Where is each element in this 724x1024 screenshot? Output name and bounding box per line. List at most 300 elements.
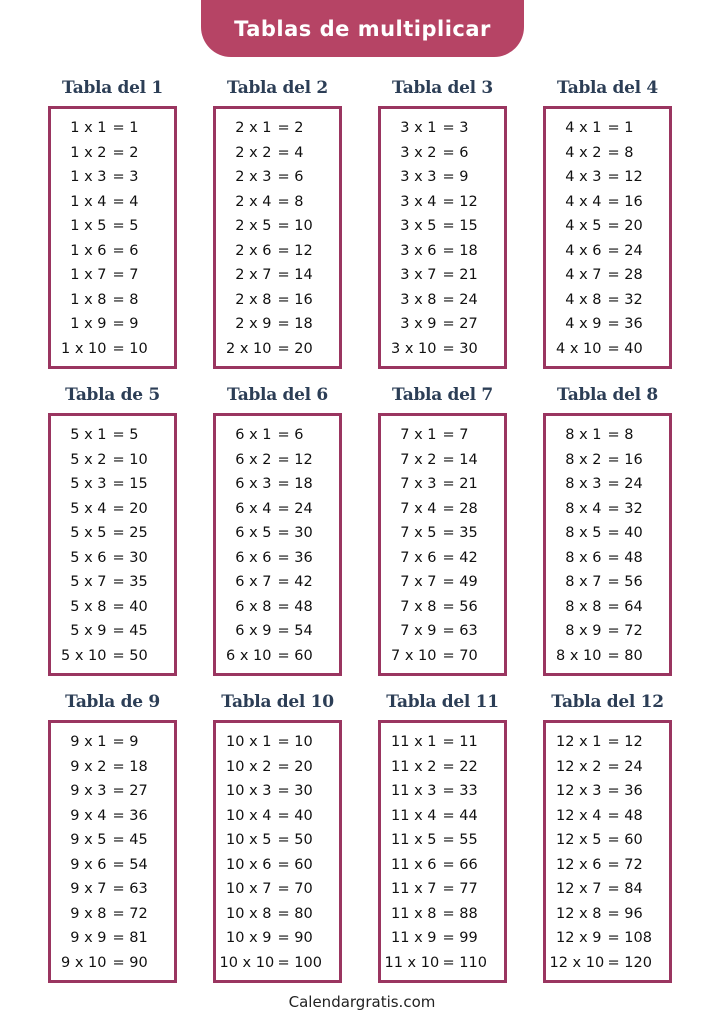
row-expression: 5 x 2 xyxy=(70,451,107,468)
row-expression: 8 x 8 xyxy=(565,598,602,615)
row-result: = 80 xyxy=(277,905,313,922)
table-row xyxy=(546,142,669,164)
table-row xyxy=(381,780,504,802)
table-row xyxy=(381,424,504,446)
row-expression: 4 x 8 xyxy=(565,291,602,308)
row-result: = 28 xyxy=(607,267,643,284)
row-expression: 5 x 8 xyxy=(70,598,107,615)
row-expression: 8 x 7 xyxy=(565,574,602,591)
row-expression: 1 x 6 xyxy=(70,242,107,259)
row-expression: 8 x 10 xyxy=(556,647,602,664)
row-result: = 81 xyxy=(112,930,148,947)
multiplication-table xyxy=(543,688,672,995)
table-row xyxy=(216,142,339,164)
row-expression: 5 x 7 xyxy=(70,574,107,591)
row-expression: 5 x 1 xyxy=(70,427,107,443)
table-row xyxy=(546,571,669,593)
row-result: = 72 xyxy=(112,905,148,922)
row-result: = 66 xyxy=(442,856,478,873)
row-result: = 96 xyxy=(607,905,643,922)
row-result: = 6 xyxy=(442,144,469,161)
row-expression: 7 x 4 xyxy=(400,500,437,517)
row-expression: 4 x 3 xyxy=(565,169,602,186)
table-row xyxy=(51,117,174,139)
table-row xyxy=(546,645,669,667)
row-result: = 1 xyxy=(607,120,634,136)
table-row xyxy=(216,498,339,520)
table-box xyxy=(543,720,672,983)
row-expression: 4 x 6 xyxy=(565,242,602,259)
table-row xyxy=(546,473,669,495)
row-result: = 55 xyxy=(442,832,478,849)
table-row xyxy=(216,191,339,213)
table-row xyxy=(51,854,174,876)
row-expression: 7 x 8 xyxy=(400,598,437,615)
table-row xyxy=(51,952,174,974)
table-row xyxy=(546,854,669,876)
row-expression: 12 x 9 xyxy=(556,930,602,947)
table-row xyxy=(216,117,339,139)
table-row xyxy=(546,903,669,925)
row-result: = 48 xyxy=(607,549,643,566)
table-row xyxy=(546,338,669,360)
table-row xyxy=(216,338,339,360)
row-expression: 1 x 2 xyxy=(70,144,107,161)
row-expression: 12 x 2 xyxy=(556,758,602,775)
row-expression: 5 x 4 xyxy=(70,500,107,517)
row-result: = 36 xyxy=(607,316,643,333)
row-result: = 9 xyxy=(442,169,469,186)
row-result: = 24 xyxy=(607,476,643,493)
table-row xyxy=(51,449,174,471)
row-expression: 4 x 9 xyxy=(565,316,602,333)
row-expression: 3 x 10 xyxy=(391,340,437,357)
row-result: = 54 xyxy=(277,623,313,640)
row-result: = 40 xyxy=(607,525,643,542)
multiplication-table xyxy=(378,688,507,995)
row-expression: 4 x 4 xyxy=(565,193,602,210)
row-result: = 9 xyxy=(112,316,139,333)
table-row xyxy=(381,473,504,495)
row-expression: 7 x 3 xyxy=(400,476,437,493)
table-row xyxy=(51,756,174,778)
row-expression: 6 x 4 xyxy=(235,500,272,517)
footer-site: Calendargratis.com xyxy=(288,993,436,1011)
row-expression: 2 x 8 xyxy=(235,291,272,308)
row-expression: 3 x 2 xyxy=(400,144,437,161)
table-row xyxy=(51,731,174,753)
row-result: = 22 xyxy=(442,758,478,775)
table-row xyxy=(381,952,504,974)
row-expression: 10 x 5 xyxy=(226,832,272,849)
row-result: = 56 xyxy=(442,598,478,615)
table-box xyxy=(48,413,177,676)
row-result: = 42 xyxy=(277,574,313,591)
row-result: = 30 xyxy=(277,525,313,542)
row-expression: 10 x 3 xyxy=(226,783,272,800)
row-expression: 11 x 10 xyxy=(384,954,440,971)
table-row xyxy=(216,571,339,593)
table-row xyxy=(216,424,339,446)
table-row xyxy=(381,522,504,544)
row-expression: 11 x 5 xyxy=(391,832,437,849)
row-result: = 8 xyxy=(277,193,304,210)
table-row xyxy=(546,731,669,753)
table-row xyxy=(546,424,669,446)
row-expression: 2 x 7 xyxy=(235,267,272,284)
row-result: = 100 xyxy=(277,954,322,971)
row-result: = 9 xyxy=(112,734,139,750)
table-row xyxy=(216,473,339,495)
row-result: = 70 xyxy=(277,881,313,898)
row-result: = 120 xyxy=(607,954,652,971)
multiplication-table xyxy=(378,381,507,688)
table-row xyxy=(216,878,339,900)
table-row xyxy=(381,289,504,311)
row-expression: 5 x 10 xyxy=(61,647,107,664)
row-result: = 63 xyxy=(112,881,148,898)
table-row xyxy=(51,878,174,900)
table-title: Tabla del 12 xyxy=(551,692,664,712)
table-row xyxy=(51,620,174,642)
row-result: = 40 xyxy=(277,807,313,824)
table-row xyxy=(51,645,174,667)
table-row xyxy=(216,215,339,237)
table-title: Tabla del 3 xyxy=(392,78,493,98)
row-expression: 11 x 4 xyxy=(391,807,437,824)
row-result: = 4 xyxy=(277,144,304,161)
row-result: = 16 xyxy=(607,193,643,210)
table-row xyxy=(51,903,174,925)
row-result: = 50 xyxy=(277,832,313,849)
table-box xyxy=(378,720,507,983)
row-expression: 4 x 2 xyxy=(565,144,602,161)
row-expression: 4 x 10 xyxy=(556,340,602,357)
row-expression: 12 x 7 xyxy=(556,881,602,898)
row-expression: 1 x 3 xyxy=(70,169,107,186)
row-result: = 12 xyxy=(442,193,478,210)
table-title: Tabla del 7 xyxy=(392,385,493,405)
title-banner xyxy=(201,0,524,57)
table-row xyxy=(546,498,669,520)
row-result: = 45 xyxy=(112,623,148,640)
table-row xyxy=(216,240,339,262)
row-result: = 32 xyxy=(607,291,643,308)
row-result: = 5 xyxy=(112,427,139,443)
row-expression: 1 x 7 xyxy=(70,267,107,284)
row-result: = 20 xyxy=(277,340,313,357)
row-expression: 10 x 10 xyxy=(219,954,275,971)
row-result: = 12 xyxy=(607,169,643,186)
multiplication-table xyxy=(213,688,342,995)
table-row xyxy=(216,645,339,667)
table-row xyxy=(216,289,339,311)
row-expression: 3 x 6 xyxy=(400,242,437,259)
table-row xyxy=(51,596,174,618)
table-row xyxy=(381,142,504,164)
table-row xyxy=(51,264,174,286)
row-result: = 48 xyxy=(607,807,643,824)
row-expression: 1 x 10 xyxy=(61,340,107,357)
row-expression: 10 x 2 xyxy=(226,758,272,775)
row-result: = 3 xyxy=(112,169,139,186)
table-row xyxy=(51,191,174,213)
table-row xyxy=(51,166,174,188)
row-expression: 12 x 5 xyxy=(556,832,602,849)
row-result: = 72 xyxy=(607,856,643,873)
table-row xyxy=(51,338,174,360)
table-row xyxy=(546,596,669,618)
table-title: Tabla del 4 xyxy=(557,78,658,98)
row-expression: 2 x 1 xyxy=(235,120,272,136)
table-row xyxy=(381,731,504,753)
table-row xyxy=(216,829,339,851)
row-expression: 3 x 7 xyxy=(400,267,437,284)
row-result: = 14 xyxy=(277,267,313,284)
row-expression: 9 x 7 xyxy=(70,881,107,898)
table-row xyxy=(381,854,504,876)
table-row xyxy=(381,215,504,237)
table-row xyxy=(546,952,669,974)
row-result: = 12 xyxy=(277,451,313,468)
table-row xyxy=(381,313,504,335)
row-expression: 6 x 10 xyxy=(226,647,272,664)
row-result: = 4 xyxy=(112,193,139,210)
row-expression: 12 x 10 xyxy=(549,954,605,971)
row-expression: 11 x 6 xyxy=(391,856,437,873)
table-row xyxy=(51,240,174,262)
row-expression: 12 x 8 xyxy=(556,905,602,922)
row-expression: 5 x 9 xyxy=(70,623,107,640)
row-expression: 9 x 10 xyxy=(61,954,107,971)
row-result: = 28 xyxy=(442,500,478,517)
row-result: = 35 xyxy=(442,525,478,542)
table-row xyxy=(381,547,504,569)
table-row xyxy=(216,805,339,827)
row-result: = 60 xyxy=(277,856,313,873)
row-result: = 18 xyxy=(442,242,478,259)
row-result: = 6 xyxy=(112,242,139,259)
row-result: = 5 xyxy=(112,218,139,235)
table-row xyxy=(546,547,669,569)
row-result: = 60 xyxy=(607,832,643,849)
row-result: = 24 xyxy=(607,242,643,259)
table-row xyxy=(381,166,504,188)
row-expression: 9 x 9 xyxy=(70,930,107,947)
table-row xyxy=(546,805,669,827)
table-row xyxy=(51,571,174,593)
row-expression: 10 x 6 xyxy=(226,856,272,873)
table-row xyxy=(381,927,504,949)
row-expression: 7 x 1 xyxy=(400,427,437,443)
row-expression: 8 x 5 xyxy=(565,525,602,542)
table-title: Tabla del 8 xyxy=(557,385,658,405)
row-result: = 84 xyxy=(607,881,643,898)
table-row xyxy=(216,756,339,778)
table-row xyxy=(216,596,339,618)
row-result: = 8 xyxy=(607,144,634,161)
row-expression: 6 x 1 xyxy=(235,427,272,443)
row-expression: 2 x 5 xyxy=(235,218,272,235)
row-expression: 12 x 3 xyxy=(556,783,602,800)
row-result: = 24 xyxy=(277,500,313,517)
row-expression: 1 x 8 xyxy=(70,291,107,308)
row-result: = 99 xyxy=(442,930,478,947)
row-result: = 12 xyxy=(277,242,313,259)
table-row xyxy=(51,473,174,495)
table-row xyxy=(51,927,174,949)
row-expression: 3 x 1 xyxy=(400,120,437,136)
table-row xyxy=(216,313,339,335)
table-row xyxy=(216,449,339,471)
row-result: = 12 xyxy=(607,734,643,750)
table-title: Tabla del 6 xyxy=(227,385,328,405)
row-expression: 11 x 8 xyxy=(391,905,437,922)
table-row xyxy=(381,240,504,262)
table-title: Tabla del 11 xyxy=(386,692,499,712)
row-expression: 9 x 5 xyxy=(70,832,107,849)
row-result: = 6 xyxy=(277,169,304,186)
table-row xyxy=(51,215,174,237)
row-expression: 2 x 4 xyxy=(235,193,272,210)
row-expression: 9 x 4 xyxy=(70,807,107,824)
row-result: = 6 xyxy=(277,427,304,443)
table-row xyxy=(546,313,669,335)
row-expression: 11 x 2 xyxy=(391,758,437,775)
row-expression: 11 x 1 xyxy=(391,734,437,750)
table-row xyxy=(216,731,339,753)
row-result: = 18 xyxy=(277,316,313,333)
table-row xyxy=(51,498,174,520)
row-expression: 10 x 7 xyxy=(226,881,272,898)
row-result: = 30 xyxy=(277,783,313,800)
row-result: = 90 xyxy=(277,930,313,947)
table-title: Tabla de 9 xyxy=(65,692,160,712)
table-row xyxy=(546,264,669,286)
multiplication-table xyxy=(48,381,177,688)
row-expression: 12 x 6 xyxy=(556,856,602,873)
tables-grid xyxy=(48,74,680,995)
row-result: = 30 xyxy=(442,340,478,357)
row-result: = 36 xyxy=(112,807,148,824)
row-expression: 2 x 3 xyxy=(235,169,272,186)
row-expression: 9 x 8 xyxy=(70,905,107,922)
row-expression: 9 x 2 xyxy=(70,758,107,775)
row-result: = 20 xyxy=(277,758,313,775)
row-result: = 24 xyxy=(607,758,643,775)
row-result: = 49 xyxy=(442,574,478,591)
row-expression: 12 x 4 xyxy=(556,807,602,824)
row-expression: 2 x 6 xyxy=(235,242,272,259)
row-result: = 35 xyxy=(112,574,148,591)
row-result: = 27 xyxy=(112,783,148,800)
row-expression: 7 x 7 xyxy=(400,574,437,591)
table-box xyxy=(48,106,177,369)
row-expression: 8 x 3 xyxy=(565,476,602,493)
row-expression: 6 x 3 xyxy=(235,476,272,493)
row-result: = 36 xyxy=(277,549,313,566)
multiplication-table xyxy=(543,74,672,381)
table-title: Tabla del 2 xyxy=(227,78,328,98)
row-result: = 32 xyxy=(607,500,643,517)
row-result: = 21 xyxy=(442,476,478,493)
table-row xyxy=(51,313,174,335)
table-title: Tabla del 10 xyxy=(221,692,334,712)
table-box xyxy=(543,413,672,676)
table-row xyxy=(216,264,339,286)
row-expression: 5 x 5 xyxy=(70,525,107,542)
row-result: = 11 xyxy=(442,734,478,750)
row-result: = 2 xyxy=(277,120,304,136)
row-result: = 88 xyxy=(442,905,478,922)
table-row xyxy=(546,829,669,851)
table-row xyxy=(381,829,504,851)
row-expression: 8 x 9 xyxy=(565,623,602,640)
row-result: = 50 xyxy=(112,647,148,664)
table-row xyxy=(381,571,504,593)
table-row xyxy=(51,424,174,446)
table-row xyxy=(216,522,339,544)
row-result: = 64 xyxy=(607,598,643,615)
table-row xyxy=(381,596,504,618)
row-expression: 7 x 9 xyxy=(400,623,437,640)
table-row xyxy=(51,780,174,802)
table-row xyxy=(546,522,669,544)
row-expression: 9 x 1 xyxy=(70,734,107,750)
row-result: = 70 xyxy=(442,647,478,664)
row-result: = 16 xyxy=(607,451,643,468)
table-row xyxy=(51,829,174,851)
table-row xyxy=(546,166,669,188)
table-row xyxy=(546,927,669,949)
table-row xyxy=(381,117,504,139)
row-result: = 21 xyxy=(442,267,478,284)
row-result: = 63 xyxy=(442,623,478,640)
row-result: = 20 xyxy=(112,500,148,517)
row-result: = 15 xyxy=(112,476,148,493)
row-expression: 1 x 1 xyxy=(70,120,107,136)
row-expression: 10 x 1 xyxy=(226,734,272,750)
table-row xyxy=(216,854,339,876)
table-row xyxy=(381,620,504,642)
table-row xyxy=(546,289,669,311)
row-result: = 72 xyxy=(607,623,643,640)
multiplication-table xyxy=(213,74,342,381)
row-result: = 14 xyxy=(442,451,478,468)
table-row xyxy=(546,215,669,237)
row-expression: 11 x 9 xyxy=(391,930,437,947)
row-expression: 6 x 5 xyxy=(235,525,272,542)
table-row xyxy=(381,264,504,286)
table-row xyxy=(381,449,504,471)
row-result: = 8 xyxy=(112,291,139,308)
row-result: = 15 xyxy=(442,218,478,235)
table-row xyxy=(216,547,339,569)
page-title: Tablas de multiplicar xyxy=(234,16,491,41)
row-result: = 10 xyxy=(112,340,148,357)
row-expression: 3 x 3 xyxy=(400,169,437,186)
table-row xyxy=(546,449,669,471)
table-row xyxy=(381,191,504,213)
row-result: = 54 xyxy=(112,856,148,873)
row-result: = 40 xyxy=(112,598,148,615)
row-result: = 110 xyxy=(442,954,487,971)
row-result: = 27 xyxy=(442,316,478,333)
table-row xyxy=(546,756,669,778)
row-expression: 2 x 10 xyxy=(226,340,272,357)
row-expression: 3 x 8 xyxy=(400,291,437,308)
row-expression: 11 x 7 xyxy=(391,881,437,898)
